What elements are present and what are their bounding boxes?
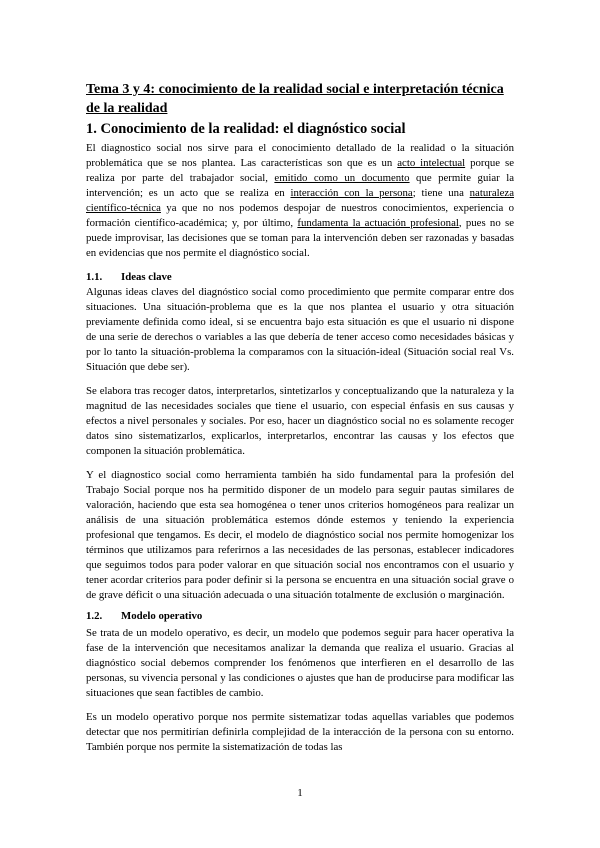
text-run: , pues no se puede improvisar, las decisiones que se toman para la intervención deben ser razonadas y basadas en evidencias que nos permite el diagnóstico social.	[86, 217, 514, 259]
subsection-title: Ideas clave	[121, 271, 172, 283]
paragraph-ideas-2: Se elabora tras recoger datos, interpretarlos, sintetizarlos y conceptualizando que la naturaleza y la magnitud de las necesidades sociales que tiene el usuario, con especial énfasis en sus causas y efectos a nivel personales y sociales. Por eso, hacer un diagnóstico social no es solamente recoger datos sino sistematizarlos, explicarlos, interpretarlos, encontrar las causas y los efectos que componen la situación problemática.	[86, 385, 514, 457]
subsection-number: 1.1.	[86, 271, 103, 283]
paragraph-modelo-2: Es un modelo operativo porque nos permite sistematizar todas aquellas variables que podemos detectar que nos permitirían definirla complejidad de la interacción de la persona con su entorno. También porque nos permite la sistematización de todas las	[86, 711, 514, 753]
paragraph-diagnostico	[86, 141, 514, 261]
text-run: El diagnostico social nos sirve para el conocimiento detallado de la realidad o la situación problemática que se nos plantea. Las características son que es un	[86, 142, 514, 169]
paragraph-ideas-1: Algunas ideas claves del diagnóstico social como procedimiento que permite comparar entre dos situaciones. Una situación-problema que es la que nos plantea el usuario y otra situación previamente definida como ideal, si se encuentra bajo esta situación es que el usuario ni dispone de una serie de derechos o variables a las que debería de tener acceso como necesidades básicas y por lo tanto la situación-problema la comparamos con la situación-ideal (Situación social real Vs. Situación que debe ser).	[86, 286, 514, 373]
text-run: que permite guiar la intervención; es un acto que se realiza en	[86, 172, 515, 199]
underlined-term: emitido como un documento	[274, 172, 410, 184]
document-title: Tema 3 y 4: conocimiento de la realidad social e interpretación técnica de la realidad	[86, 82, 504, 116]
text-run: ; tiene una	[412, 187, 470, 199]
section-heading: 1. Conocimiento de la realidad: el diagnóstico social	[86, 121, 406, 137]
subsection-heading-modelo-operativo	[86, 609, 514, 624]
text-run: ya que no nos podemos despojar de nuestros conocimientos, experiencia o formación científico-académica; y, por último,	[86, 202, 514, 229]
text-run: porque se realiza por parte del trabajador social,	[86, 157, 514, 184]
underlined-term: acto intelectual	[397, 157, 466, 169]
subsection-title: Modelo operativo	[121, 610, 203, 622]
underlined-term: interacción con la persona	[290, 187, 413, 199]
underlined-term: naturaleza científico-técnica	[86, 187, 514, 214]
subsection-number: 1.2.	[86, 610, 103, 622]
document-page	[86, 80, 514, 755]
underlined-term: fundamenta la actuación profesional	[297, 217, 459, 229]
subsection-heading-ideas-clave	[86, 270, 514, 285]
paragraph-ideas-3: Y el diagnostico social como herramienta también ha sido fundamental para la profesión del Trabajo Social porque nos ha permitido disponer de un modelo para seguir pautas similares de valoración, haciendo que esta sea homogénea o tener unos criterios homogéneos para realizar un análisis de una situación problemática estemos dónde estemos y teniendo la experiencia profesional que tengamos. Es decir, el modelo de diagnóstico social nos permite homogenizar los términos que utilizamos para referirnos a las necesidades de las personas, establecer indicadores que seguimos todos para poder valorar en que situación social nos encontramos con el usuario y tener acordar criterios para poder definir si la persona se encuentra en una situación social grave o de grave déficit o una situación adecuada o una situación totalmente de exclusión o marginación.	[86, 469, 514, 601]
page-number: 1	[297, 787, 303, 799]
paragraph-modelo-1: Se trata de un modelo operativo, es decir, un modelo que podemos seguir para hacer operativa la fase de la intervención que necesitamos analizar la demanda que realiza el usuario. Gracias al diagnóstico social debemos comprender los fenómenos que interfieren en el desarrollo de las personas, su vivencia personal y las condiciones o ajustes que han de producirse para modificar las situaciones que sean factibles de cambio.	[86, 627, 514, 699]
